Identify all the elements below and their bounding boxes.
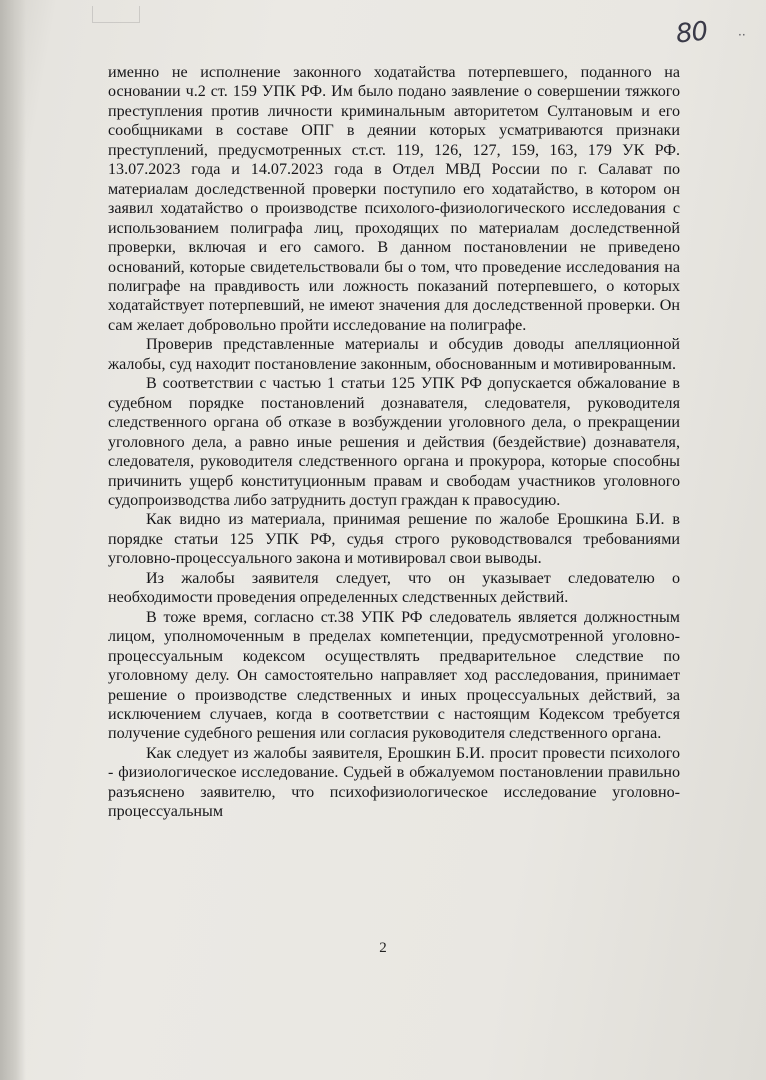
page-number: 2 — [379, 940, 387, 956]
paragraph-2: Проверив представленные материалы и обсудив доводы апелляционной жалобы, суд находит постановление законным, обоснованным и мотивированным. — [108, 336, 680, 373]
faint-stamp-outline — [92, 6, 140, 23]
page-binding-shadow — [0, 0, 26, 1080]
paragraph-1: именно не исполнение законного ходатайства потерпевшего, поданного на основании ч.2 ст. 159 УПК РФ. Им было подано заявление о совершении тяжкого преступления против личности криминальным авторитетом Султановым и его сообщниками в составе ОПГ в деянии которых усматриваются признаки преступлений, предусмотренных ст.ст. 119, 126, 127, 159, 163, 179 УК РФ. 13.07.2023 года и 14.07.2023 года в Отдел МВД России по г. Салават по материалам доследственной проверки поступило его ходатайство, в котором он заявил ходатайство о производстве психолого-физиологического исследования с использованием полиграфа лиц, проходящих по материалам доследственной проверки, включая и его самого. В данном постановлении не приведено оснований, которые свидетельствовали бы о том, что проведение исследования на полиграфе на правдивость или ложность показаний потерпевшего, о которых ходатайствует потерпевший, не имеют значения для доследственной проверки. Он сам желает добровольно пройти исследование на полиграфе. — [108, 64, 680, 334]
paragraph-7: Как следует из жалобы заявителя, Ерошкин Б.И. просит провести психолого - физиологическое исследование. Судьей в обжалуемом постановлении правильно разъяснено заявителю, что психофизиологическое исследование уголовно-процессуальным — [108, 744, 680, 821]
body-text — [108, 63, 680, 822]
paragraph-3: В соответствии с частью 1 статьи 125 УПК РФ допускается обжалование в судебном порядке постановлений дознавателя, следователя, руководителя следственного органа об отказе в возбуждении уголовного дела, о прекращении уголовного дела, а равно иные решения и действия (бездействие) дознавателя, следователя, руководителя следственного органа и прокурора, которые способны причинить ущерб конституционным правам и свободам участников уголовного судопроизводства либо затруднить доступ граждан к правосудию. — [108, 375, 680, 509]
handwritten-page-mark: 80 — [674, 16, 709, 50]
paragraph-4: Как видно из материала, принимая решение по жалобе Ерошкина Б.И. в порядке статьи 125 УПК РФ, судья строго руководствовался требованиями уголовно-процессуального закона и мотивировал свои выводы. — [108, 511, 680, 568]
paragraph-6: В тоже время, согласно ст.38 УПК РФ следователь является должностным лицом, уполномоченным в пределах компетенции, предусмотренной уголовно-процессуальным кодексом осуществлять предварительное следствие по уголовному делу. Он самостоятельно направляет ход расследования, принимает решение о производстве следственных и иных процессуальных действий, за исключением случаев, когда в соответствии с настоящим Кодексом требуется получение судебного решения или согласия руководителя следственного органа. — [108, 608, 680, 743]
corner-marks: ·· — [738, 28, 746, 42]
paragraph-5: Из жалобы заявителя следует, что он указывает следователю о необходимости проведения определенных следственных действий. — [108, 569, 680, 607]
